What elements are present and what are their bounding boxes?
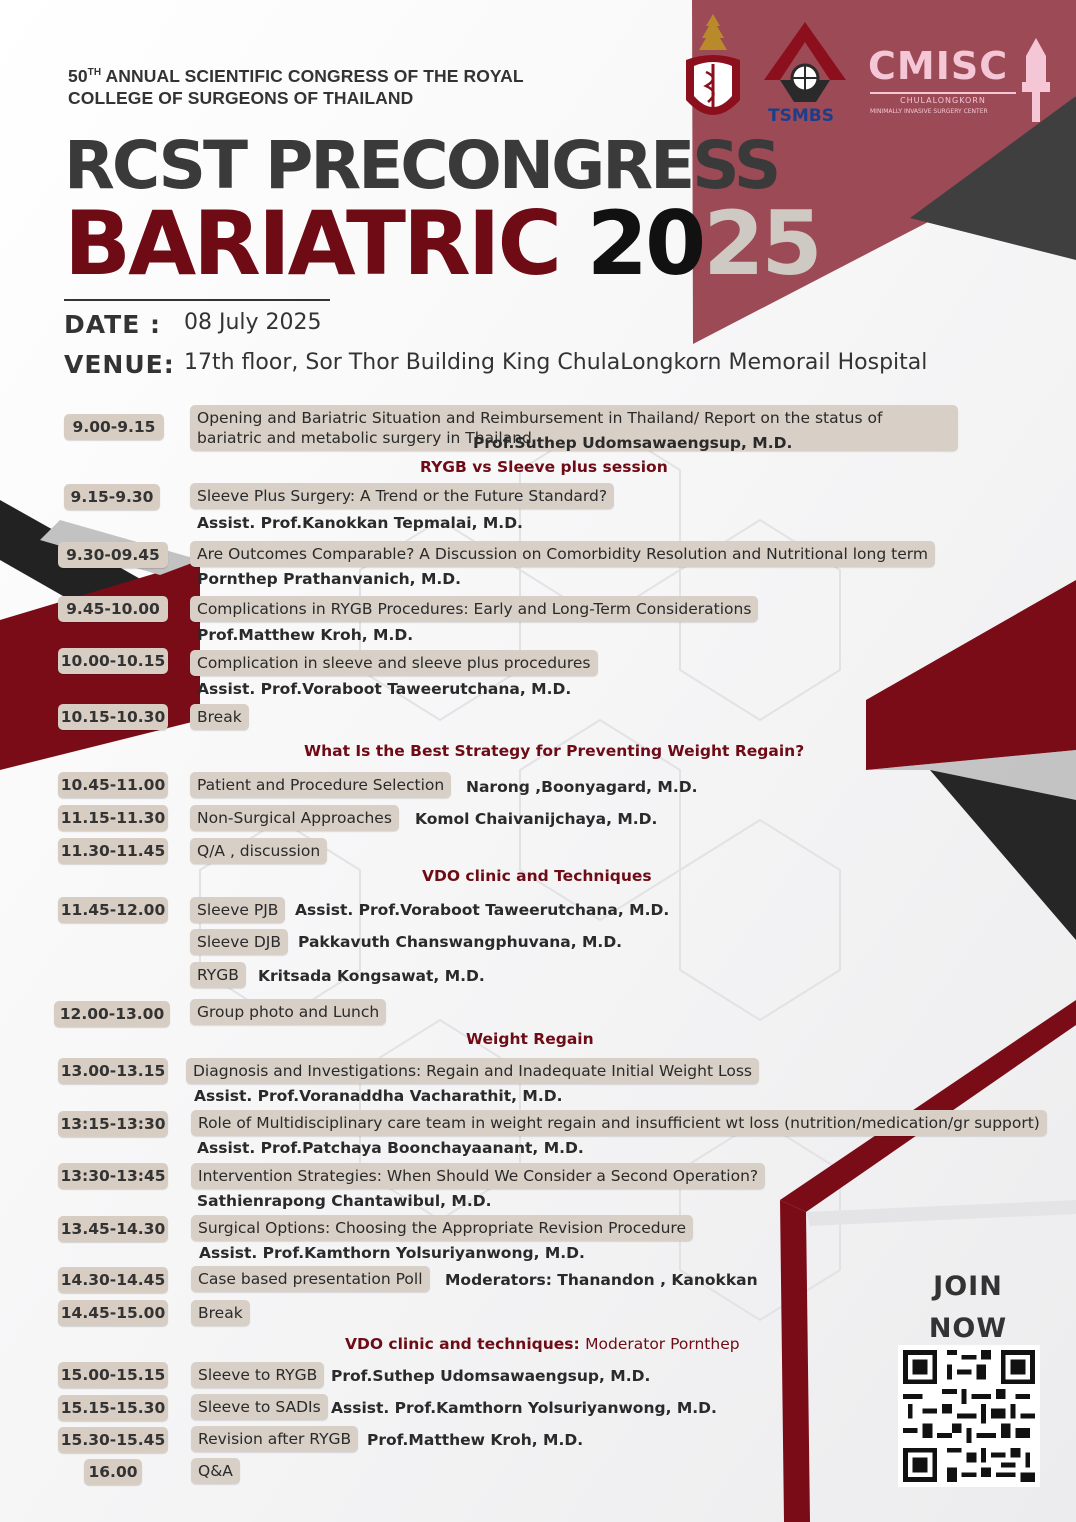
speaker: Assist. Prof.Voranaddha Vacharathit, M.D. [194,1087,563,1105]
time-slot: 13.45-14.30 [58,1216,168,1242]
session-topic: Revision after RYGB [191,1426,358,1452]
session-topic: Sleeve to SADIs [191,1394,328,1420]
session-topic: Are Outcomes Comparable? A Discussion on Comorbidity Resolution and Nutritional long term [190,541,935,567]
registration-qr-code[interactable] [898,1345,1040,1487]
session-header: RYGB vs Sleeve plus session [420,458,668,476]
time-slot: 15.00-15.15 [58,1362,168,1388]
cmisc-logo [868,36,1068,132]
join-now-text [928,1266,1008,1350]
speaker: Pakkavuth Chanswangphuvana, M.D. [298,933,623,951]
tsmbs-logo [760,18,850,130]
session-topic: Complications in RYGB Procedures: Early and Long-Term Considerations [190,596,758,622]
speaker: Moderators: Thanandon , Kanokkan [445,1271,758,1289]
session-topic: Break [190,704,249,730]
speaker: Assist. Prof.Kanokkan Tepmalai, M.D. [197,514,523,532]
speaker: Assist. Prof.Voraboot Taweerutchana, M.D. [197,680,572,698]
congress-ordinal: 50 [68,65,88,86]
speaker: Komol Chaivanijchaya, M.D. [415,810,658,828]
speaker: Prof.Matthew Kroh, M.D. [367,1431,584,1449]
time-slot: 13:30-13:45 [58,1163,168,1189]
title-divider [64,299,330,301]
time-slot: 10.00-10.15 [58,648,168,674]
title-year-part-1: 20 [586,192,704,295]
session-topic: Surgical Options: Choosing the Appropriate Revision Procedure [191,1215,693,1241]
session-topic: Sleeve to RYGB [191,1362,324,1388]
session-topic: Role of Multidisciplinary care team in weight regain and insufficient wt loss (nutrition/medication/gr support) [191,1110,1047,1136]
speaker: Sathienrapong Chantawibul, M.D. [197,1192,492,1210]
session-header: VDO clinic and Techniques [422,867,652,885]
speaker: Prof.Matthew Kroh, M.D. [197,626,414,644]
speaker: Assist. Prof.Kamthorn Yolsuriyanwong, M.D. [331,1399,717,1417]
time-slot: 9.15-9.30 [64,484,160,510]
congress-line-2: COLLEGE OF SURGEONS OF THAILAND [68,87,414,108]
speaker: Prof.Suthep Udomsawaengsup, M.D. [473,434,793,452]
session-topic: RYGB [190,962,246,988]
time-slot: 15.15-15.30 [58,1395,168,1421]
time-slot: 11.30-11.45 [58,838,168,864]
session-header [345,1334,740,1354]
session-topic: Complication in sleeve and sleeve plus procedures [190,650,598,676]
time-slot: 11.45-12.00 [58,897,168,923]
session-topic: Sleeve DJB [190,929,288,955]
join-line-2: NOW [928,1313,1008,1344]
session-topic: Patient and Procedure Selection [190,772,451,798]
session-topic: Break [191,1300,250,1326]
time-slot: 15.30-15.45 [58,1427,168,1453]
session-header: Weight Regain [466,1030,594,1048]
time-slot: 13.00-13.15 [58,1058,168,1084]
session-topic: Q/A , discussion [190,838,327,864]
session-topic: Sleeve PJB [190,897,285,923]
time-slot: 9.30-09.45 [58,542,168,568]
session-topic: Diagnosis and Investigations: Regain and Inadequate Initial Weight Loss [186,1058,759,1084]
title-precongress: RCST PRECONGRESS [64,127,779,204]
title-year-part-2: 25 [703,192,820,295]
congress-ordinal-suffix: TH [87,67,102,78]
time-slot: 12.00-13.00 [54,1001,170,1027]
speaker: Assist. Prof.Patchaya Boonchayaanant, M.D. [197,1139,584,1157]
time-slot: 9.45-10.00 [58,596,168,622]
date-value: 08 July 2025 [184,310,322,335]
tsmbs-logo-text: TSMBS [768,106,834,126]
time-slot: 14.45-15.00 [58,1300,168,1326]
session-topic: Q&A [191,1458,240,1484]
cmisc-logo-subtitle-1: CHULALONGKORN [900,96,986,105]
session-header: What Is the Best Strategy for Preventing Weight Regain? [304,742,805,760]
time-slot: 10.15-10.30 [58,704,168,730]
speaker: Pornthep Prathanvanich, M.D. [197,570,462,588]
session-topic: Non-Surgical Approaches [190,805,399,831]
speaker: Prof.Suthep Udomsawaengsup, M.D. [331,1367,651,1385]
title-bariatric [64,192,820,295]
cmisc-logo-subtitle-2: MINIMALLY INVASIVE SURGERY CENTER [870,108,988,115]
session-topic: Opening and Bariatric Situation and Reimbursement in Thailand/ Report on the status of bariatric and metabolic surgery in Thailand [190,405,958,451]
congress-title [68,62,524,109]
rcst-emblem-logo [680,12,746,130]
time-slot: 9.00-9.15 [64,414,164,440]
time-slot: 13:15-13:30 [58,1111,168,1137]
date-label: DATE : [64,310,161,339]
venue-value: 17th floor, Sor Thor Building King ChulaLongkorn Memorail Hospital [184,350,928,375]
session-topic: Case based presentation Poll [191,1266,430,1292]
session-moderator: Moderator Pornthep [585,1335,740,1353]
cmisc-logo-text: CMISC [868,44,1009,88]
time-slot: 11.15-11.30 [58,805,168,831]
session-header-title: VDO clinic and techniques: [345,1335,580,1353]
time-slot: 16.00 [84,1459,142,1485]
session-topic: Intervention Strategies: When Should We Consider a Second Operation? [191,1163,765,1189]
session-topic: Sleeve Plus Surgery: A Trend or the Future Standard? [190,483,614,509]
session-topic: Group photo and Lunch [190,999,386,1025]
time-slot: 14.30-14.45 [58,1267,168,1293]
congress-line-1: ANNUAL SCIENTIFIC CONGRESS OF THE ROYAL [105,65,524,86]
title-word: BARIATRIC [64,192,560,295]
speaker: Kritsada Kongsawat, M.D. [258,967,485,985]
join-line-1: JOIN [933,1271,1003,1302]
speaker: Assist. Prof.Voraboot Taweerutchana, M.D. [295,901,670,919]
venue-label: VENUE: [64,350,175,379]
speaker: Assist. Prof.Kamthorn Yolsuriyanwong, M.D. [199,1244,585,1262]
time-slot: 10.45-11.00 [58,772,168,798]
speaker: Narong ,Boonyagard, M.D. [466,778,698,796]
